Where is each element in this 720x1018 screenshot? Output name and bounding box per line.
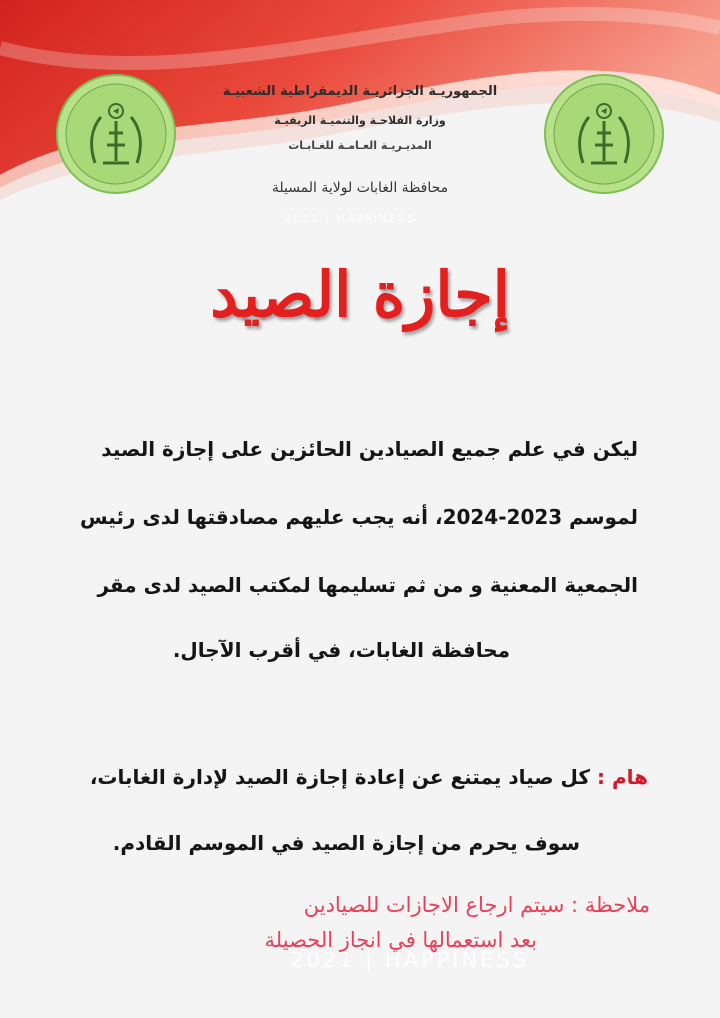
note-line-1: ملاحظة : سيتم ارجاع الاجازات للصيادين xyxy=(303,893,650,917)
body-line-2: لموسم 2023-2024، أنه يجب عليهم مصادقتها لدى رئيس xyxy=(80,505,638,529)
body-line-4: محافظة الغابات، في أقرب الآجال. xyxy=(172,638,510,662)
body-line-3: الجمعية المعنية و من ثم تسليمها لمكتب الصيد لدى مقر xyxy=(97,573,638,597)
emblem-right xyxy=(543,73,665,195)
forest-administration-emblem-icon xyxy=(543,73,665,195)
forest-administration-emblem-icon xyxy=(55,73,177,195)
note-line-2: بعد استعمالها في انجاز الحصيلة xyxy=(264,928,537,952)
page-title: إجازة الصيد xyxy=(210,258,510,331)
important-label: هام : xyxy=(597,765,648,789)
header-conservation: محافظة الغابات لولاية المسيلة xyxy=(271,180,449,196)
body-line-1: ليكن في علم جميع الصيادين الحائزين على إجازة الصيد xyxy=(101,437,638,461)
header-republic: الجمهوريـة الجزائريـة الديمقراطية الشعبيـة xyxy=(222,84,498,99)
watermark-bottom: 2021 | HAPPINESS xyxy=(290,948,530,972)
emblem-left xyxy=(55,73,177,195)
notice-line-1 xyxy=(90,765,648,789)
watermark-top: 2021 | HAPPINESS xyxy=(284,212,417,225)
header-ministry: وزارة الفلاحـة والتنميـة الريفيـة xyxy=(274,114,446,127)
header-directorate: المديـريـة العـامـة للغـابـات xyxy=(288,139,432,152)
notice-line-2: سوف يحرم من إجازة الصيد في الموسم القادم. xyxy=(112,831,580,855)
notice-text: كل صياد يمتنع عن إعادة إجازة الصيد لإدارة الغابات، xyxy=(89,765,591,789)
